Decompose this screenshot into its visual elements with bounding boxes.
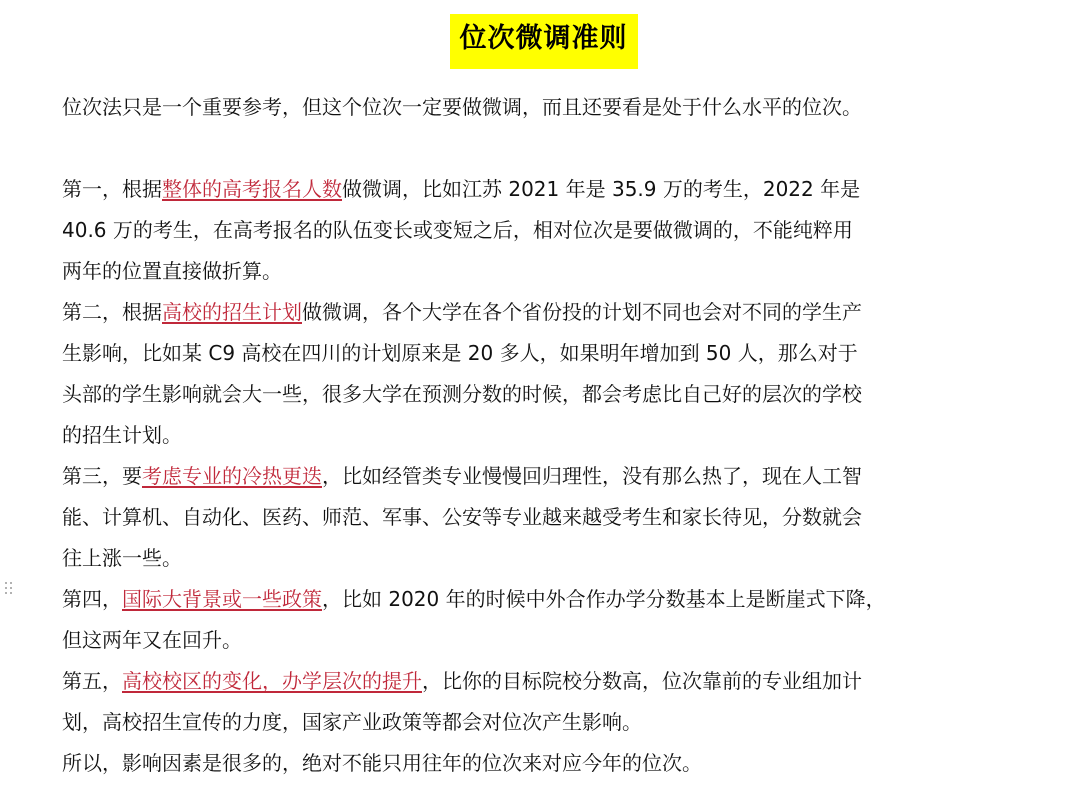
highlight-link[interactable]: 高校的招生计划 — [162, 300, 302, 324]
line-text: 做微调，比如江苏 2021 年是 35.9 万的考生，2022 年是 — [342, 177, 861, 201]
point-5-line-1 — [62, 661, 1012, 702]
point-1-line-1 — [62, 169, 1012, 210]
document-body — [62, 87, 1012, 784]
intro-paragraph: 位次法只是一个重要参考，但这个位次一定要做微调，而且还要看是处于什么水平的位次。 — [62, 95, 862, 119]
conclusion-paragraph: 所以，影响因素是很多的，绝对不能只用往年的位次来对应今年的位次。 — [62, 751, 702, 775]
point-2-line-3: 头部的学生影响就会大一些，很多大学在预测分数的时候，都会考虑比自己好的层次的学校 — [62, 382, 862, 406]
point-5-line-2: 划，高校招生宣传的力度，国家产业政策等都会对位次产生影响。 — [62, 710, 642, 734]
highlight-link[interactable]: 国际大背景或一些政策 — [122, 587, 322, 611]
line-text: 第四， — [62, 587, 122, 611]
line-text: 第一，根据 — [62, 177, 162, 201]
line-text: 第五， — [62, 669, 122, 693]
point-2-line-4: 的招生计划。 — [62, 423, 182, 447]
point-3-line-3: 往上涨一些。 — [62, 546, 182, 570]
title-container — [0, 14, 1087, 69]
drag-handle-icon[interactable] — [5, 582, 15, 600]
line-text: 做微调，各个大学在各个省份投的计划不同也会对不同的学生产 — [302, 300, 862, 324]
highlight-link[interactable]: 高校校区的变化，办学层次的提升 — [122, 669, 422, 693]
point-4-line-2: 但这两年又在回升。 — [62, 628, 242, 652]
line-text: 第三，要 — [62, 464, 142, 488]
point-3-line-2: 能、计算机、自动化、医药、师范、军事、公安等专业越来越受考生和家长待见，分数就会 — [62, 505, 862, 529]
point-1-line-3: 两年的位置直接做折算。 — [62, 259, 282, 283]
point-3-line-1 — [62, 456, 1012, 497]
point-2-line-2: 生影响，比如某 C9 高校在四川的计划原来是 20 多人，如果明年增加到 50 人，那么对于 — [62, 341, 858, 365]
paragraph-spacer — [62, 128, 1012, 169]
line-text: 第二，根据 — [62, 300, 162, 324]
line-text: ，比你的目标院校分数高，位次靠前的专业组加计 — [422, 669, 862, 693]
highlight-link[interactable]: 考虑专业的冷热更迭 — [142, 464, 322, 488]
point-4-line-1 — [62, 579, 1012, 620]
highlight-link[interactable]: 整体的高考报名人数 — [162, 177, 342, 201]
line-text: ，比如 2020 年的时候中外合作办学分数基本上是断崖式下降， — [322, 587, 886, 611]
point-2-line-1 — [62, 292, 1012, 333]
document-title: 位次微调准则 — [450, 14, 638, 69]
point-1-line-2: 40.6 万的考生，在高考报名的队伍变长或变短之后，相对位次是要做微调的，不能纯粹用 — [62, 218, 853, 242]
line-text: ，比如经管类专业慢慢回归理性，没有那么热了，现在人工智 — [322, 464, 862, 488]
